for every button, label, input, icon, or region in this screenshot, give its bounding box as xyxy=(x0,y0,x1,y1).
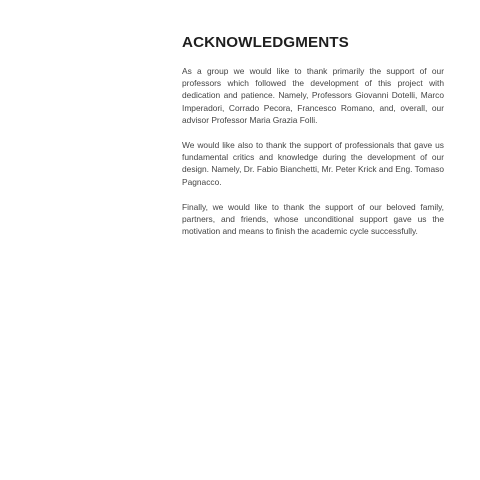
acknowledgments-section xyxy=(182,34,444,250)
paragraph-professors: As a group we would like to thank primarily the support of our professors which followed the development of this project with dedication and patience. Namely, Professors Giovanni Dotelli, Marco Imperadori, Corrado Pecora, Francesco Romano, and, overall, our advisor Professor Maria Grazia Folli. xyxy=(182,66,444,125)
paragraph-family: Finally, we would like to thank the support of our beloved family, partners, and friends, whose unconditional support gave us the motivation and means to finish the academic cycle successfully. xyxy=(182,201,444,237)
paragraph-professionals: We would like also to thank the support of professionals that gave us fundamental critics and knowledge during the development of our design. Namely, Dr. Fabio Bianchetti, Mr. Peter Krick and Eng. Tomaso Pagnacco. xyxy=(182,140,444,187)
page-title: ACKNOWLEDGMENTS xyxy=(182,34,349,51)
